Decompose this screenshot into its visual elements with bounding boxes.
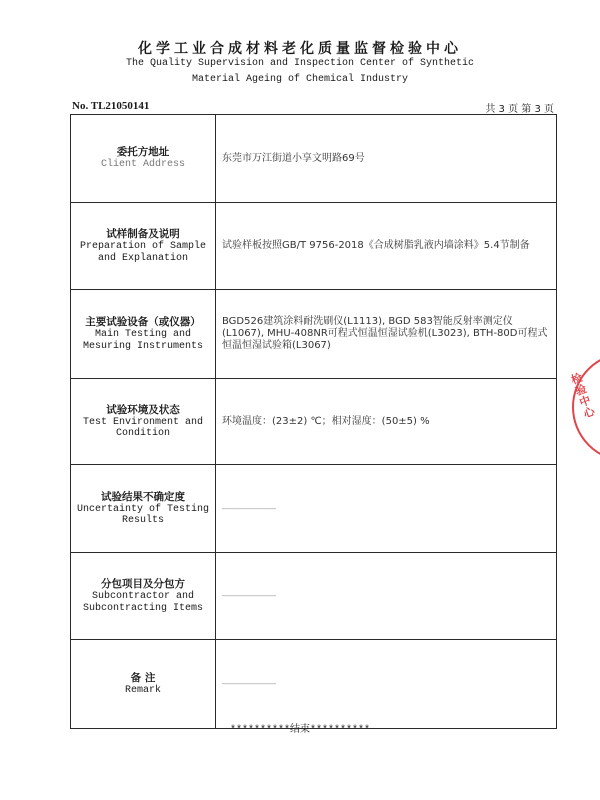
table-row-environment xyxy=(71,379,557,465)
row-value xyxy=(216,465,557,553)
label-en: Subcontractor and xyxy=(91,591,195,602)
report-table xyxy=(70,114,557,729)
row-value xyxy=(216,553,557,640)
label-cn: 试验结果不确定度 xyxy=(101,490,185,503)
label-en: Preparation of Sample xyxy=(79,241,207,252)
table-row-client-address xyxy=(71,115,557,203)
empty-dash: —————————— xyxy=(222,679,277,689)
label-cn: 主要试验设备（或仪器） xyxy=(85,316,201,328)
row-label xyxy=(71,553,216,640)
table-row-preparation xyxy=(71,203,557,290)
center-title-cn: 化学工业合成材料老化质量监督检验中心 xyxy=(138,41,462,57)
label-en: Condition xyxy=(115,428,170,439)
end-of-report-mark: **********结束********** xyxy=(229,725,371,736)
label-en: Test Environment and xyxy=(82,416,204,428)
table-row-remark xyxy=(71,640,557,729)
label-cn: 委托方地址 xyxy=(116,146,170,159)
row-value: 东莞市万江街道小享文明路69号 xyxy=(216,115,557,203)
row-label xyxy=(71,290,216,379)
row-label xyxy=(71,640,216,729)
table-row-subcontract xyxy=(71,553,557,640)
row-label xyxy=(71,379,216,465)
label-en: Mesuring Instruments xyxy=(82,340,204,352)
row-value: 环境温度：(23±2) ℃；相对湿度：(50±5) % xyxy=(216,379,557,465)
label-en: and Explanation xyxy=(97,252,188,264)
empty-dash: —————————— xyxy=(222,503,277,514)
row-value: BGD526建筑涂料耐洗刷仪(L1113), BGD 583智能反射率测定仪(L1067), MHU-408NR可程式恒温恒湿试验机(L3023), BTH-80D可程式恒温恒湿试验箱(L3067) xyxy=(216,290,557,379)
label-en: Subcontracting Items xyxy=(82,602,204,614)
empty-dash: —————————— xyxy=(222,591,277,601)
center-title-en-line2: Material Ageing of Chemical Industry xyxy=(191,74,409,85)
row-label xyxy=(71,115,216,203)
label-cn: 试验环境及状态 xyxy=(106,403,180,416)
label-en: Uncertainty of Testing xyxy=(76,503,210,515)
page-count: 共 3 页 第 3 页 xyxy=(485,104,554,115)
label-cn: 备 注 xyxy=(130,671,156,684)
row-value: 试验样板按照GB/T 9756-2018《合成树脂乳液内墙涂料》5.4节制备 xyxy=(216,203,557,290)
label-en: Main Testing and xyxy=(94,329,191,340)
label-en: Results xyxy=(121,515,164,526)
label-en: Remark xyxy=(124,684,161,696)
table-row-uncertainty xyxy=(71,465,557,553)
label-en: Client Address xyxy=(100,159,185,171)
report-number: No. TL21050141 xyxy=(72,100,150,112)
center-title-en-line1: The Quality Supervision and Inspection Center of Synthetic xyxy=(125,58,475,69)
row-label xyxy=(71,203,216,290)
seal-text: 检验中心 xyxy=(568,371,597,421)
label-cn: 试样制备及说明 xyxy=(106,228,180,240)
row-value xyxy=(216,640,557,729)
table-row-instruments xyxy=(71,290,557,379)
label-cn: 分包项目及分包方 xyxy=(101,578,185,590)
row-label xyxy=(71,465,216,553)
